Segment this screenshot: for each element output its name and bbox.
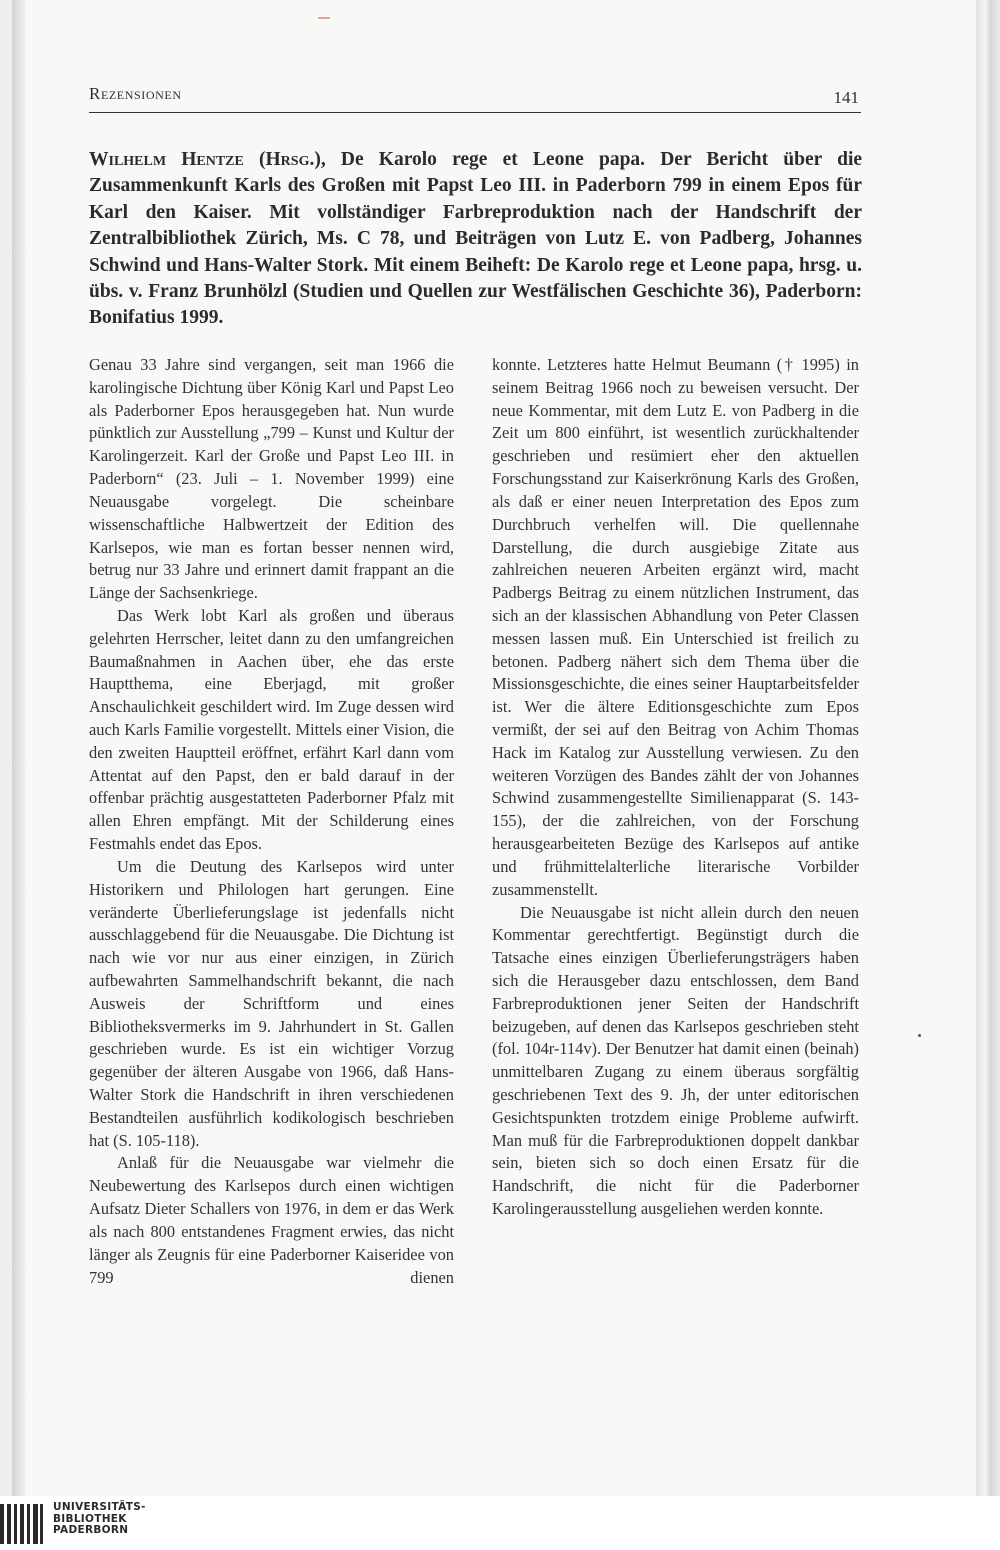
fold-mark xyxy=(318,17,330,19)
paragraph: konnte. Letzteres hatte Helmut Beumann († 1995) in seinem Beitrag 1966 noch zu beweisen versucht. Der neue Kommentar, mit dem Lutz E. von Padberg in die Zeit um 800 einführt, ist wesentlich zurückhaltender geschrieben und resümiert eher den aktuellen Forschungsstand zur Kaiserkrönung Karls des Großen, als daß er einer neuen Interpretation des Epos zum Durchbruch verhelfen will. Die quellennahe Darstellung, die durch ausgiebige Zitate aus zahlreichen neueren Arbeiten ergänzt wird, macht Padbergs Beitrag zu einem nützlichen Instrument, das sich an der klassischen Abhandlung von Peter Classen messen lassen muß. Ein Unterschied ist freilich zu betonen. Padberg nähert sich dem Thema über die Missionsgeschichte, die eines seiner Hauptarbeitsfelder ist. Wer die ältere Editionsgeschichte zum Epos vermißt, der sei auf den Beitrag von Achim Thomas Hack im Katalog zur Ausstellung verwiesen. Zu den weiteren Vorzügen des Bandes zählt der von Johannes Schwind zusammengestellte Similienapparat (S. 143-155), der die zahlreichen, von der Forschung herausgearbeiteten Bezüge des Karlsepos auf antike und frühmittelalterliche literarische Vorbilder zusammenstellt. xyxy=(492,355,859,899)
book-citation: De Karolo rege et Leone papa. Der Bericht über die Zusammenkunft Karls des Großen mit Papst Leo III. in Paderborn 799 in einem Epos für Karl den Kaiser. Mit vollständiger Farbreproduktion nach der Handschrift der Zentralbibliothek Zürich, Ms. C 78, und Beiträgen von Lutz E. von Padberg, Johannes Schwind und Hans-Walter Stork. Mit einem Beiheft: De Karolo rege et Leone papa, hrsg. u. übs. v. Franz Brunhölzl (Studien und Quellen zur Westfälischen Geschichte 36), Paderborn: Bonifatius 1999. xyxy=(89,149,863,329)
paragraph: Anlaß für die Neuausgabe war vielmehr die Neubewertung des Karlsepos durch einen wichtigen Aufsatz Dieter Schallers von 1976, in dem er das Werk als nach 800 entstandenes Fragment erwies, das nicht länger als Zeugnis für eine Paderborner Kaiseridee von 799 dienen xyxy=(89,1153,454,1287)
page-edge xyxy=(976,0,1000,1496)
library-logo-icon xyxy=(0,1504,46,1544)
paragraph: Die Neuausgabe ist nicht allein durch den neuen Kommentar gerechtfertigt. Begünstigt durch die Tatsache eines einzigen Überlieferungsträgers haben sich die Herausgeber dazu entschlossen, dem Band Farbreproduktionen jener Seiten der Handschrift beizugeben, auf denen das Karlsepos geschrieben steht (fol. 104r-114v). Der Benutzer hat damit einen (beinah) unmittelbaren Zugang zu einem überaus sorgfältig geschriebenen Text des 9. Jh, der unter editorischen Gesichtspunkten trotzdem einige Probleme aufwirft. Man muß für die Farbreproduktionen doppelt dankbar sein, bieten sich so doch einen Ersatz für die Handschrift, die nicht für die Paderborner Karolingerausstellung ausgeliehen werden konnte. xyxy=(492,902,859,1219)
logo-line: PADERBORN xyxy=(53,1524,129,1536)
paragraph: Genau 33 Jahre sind vergangen, seit man 1966 die karolingische Dichtung über König Karl und Papst Leo als Paderborner Epos herausgegeben hat. Nun wurde pünktlich zur Ausstellung „799 – Kunst und Kultur der Karolingerzeit. Karl der Große und Papst Leo III. in Paderborn“ (23. Juli – 1. November 1999) eine Neuausgabe vorgelegt. Die scheinbare wissenschaftliche Halbwertzeit der Edition des Karlsepos, wie man es fortan besser nennen wird, betrug nur 33 Jahre und erinnert damit frappant an die Länge der Sachsenkriege. xyxy=(89,355,454,603)
scan-speck xyxy=(918,1034,921,1037)
paragraph: Um die Deutung des Karlsepos wird unter Historikern und Philologen hart gerungen. Eine veränderte Überlieferungslage ist jedenfalls nicht ausschlaggebend für die Neuausgabe. Die Dichtung ist nach wie vor nur aus einer einzigen, in Zürich aufbewahrten Sammelhandschrift bekannt, die nach Ausweis der Schriftform und eines Bibliotheksvermerks im 9. Jahrhundert in St. Gallen geschrieben wurde. Es ist ein wichtiger Vorzug gegenüber der älteren Ausgabe von 1966, daß Hans-Walter Stork die Handschrift in ihren verschiedenen Bestandteilen ausführlich kodikologisch beschrieben hat (S. 105-118). xyxy=(89,856,454,1150)
gutter-shadow xyxy=(12,0,26,1496)
library-footer xyxy=(0,1496,1000,1550)
editor-name: Wilhelm Hentze (Hrsg.), xyxy=(89,149,326,170)
logo-line: BIBLIOTHEK xyxy=(53,1512,127,1525)
paragraph: Das Werk lobt Karl als großen und überaus gelehrten Herrscher, leitet dann zu den umfangreichen Baumaßnahmen in Aachen über, ehe das erste Hauptthema, eine Eberjagd, mit großer Anschaulichkeit geschildert wird. Im Zuge dessen wird auch Karls Familie vorgestellt. Mittels einer Vision, die den zweiten Hauptteil eröffnet, erfährt Karl dann vom Attentat auf den Papst, den er bald darauf in der offenbar prächtig ausgestatteten Paderborner Pfalz mit allen Ehren empfängt. Mit der Schilderung eines Festmahls endet das Epos. xyxy=(89,605,454,854)
logo-line: UNIVERSITÄTS- xyxy=(53,1501,146,1513)
running-head xyxy=(89,84,861,113)
library-logo-text xyxy=(53,1502,146,1537)
page-number: 141 xyxy=(833,88,859,107)
section-title: Rezensionen xyxy=(89,84,182,103)
review-title xyxy=(89,147,862,332)
right-column xyxy=(492,354,859,1221)
left-column xyxy=(89,354,454,1289)
